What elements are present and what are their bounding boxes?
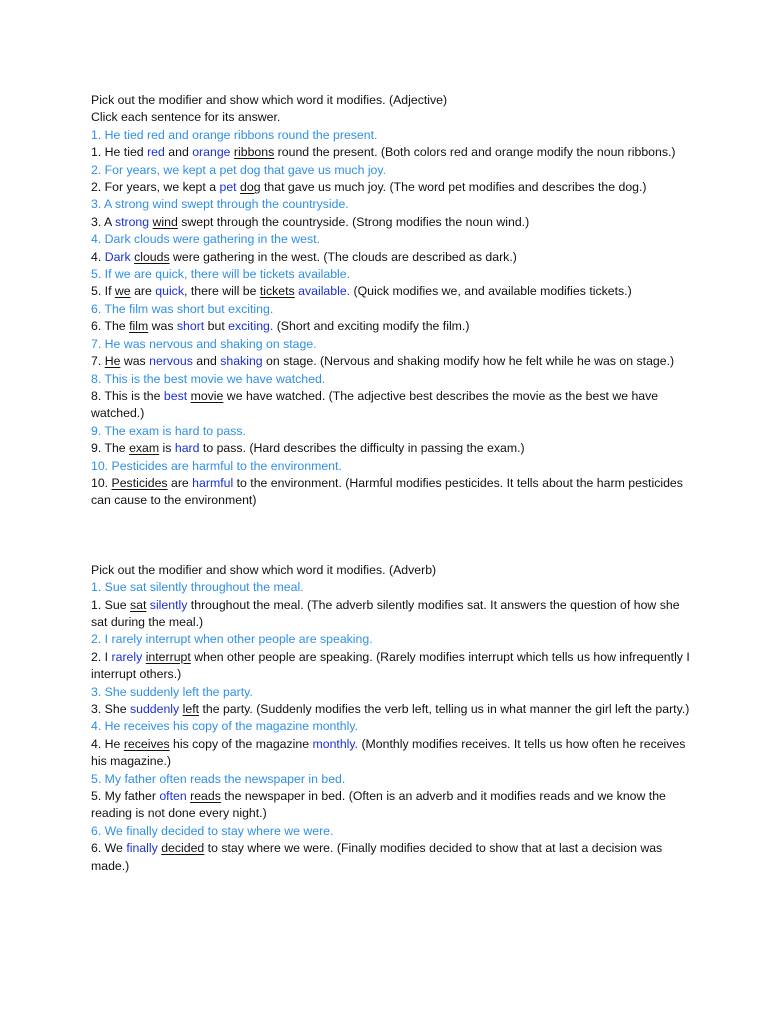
instruction-text: Click each sentence for its answer.: [91, 110, 281, 125]
modified-word: reads: [190, 789, 221, 804]
adjective-question-9[interactable]: 9. The exam is hard to pass.: [91, 423, 246, 438]
modifier-word: exciting.: [228, 319, 274, 334]
adjective-question-2[interactable]: 2. For years, we kept a pet dog that gave us much joy.: [91, 162, 387, 177]
modifier-word: strong: [114, 214, 150, 229]
answer-text: 5. If: [91, 284, 115, 299]
adjective-answer-6: [91, 318, 691, 335]
adverb-question-2[interactable]: 2. I rarely interrupt when other people are speaking.: [91, 632, 373, 647]
modified-word: film: [129, 319, 149, 334]
answer-text: round the present. (Both colors red and orange modify the noun ribbons.): [274, 145, 676, 160]
answer-text: were gathering in the west. (The clouds are described as dark.): [169, 249, 517, 264]
answer-text: 1. He tied: [91, 145, 148, 160]
modified-word: interrupt: [145, 649, 191, 664]
answer-text: the party. (Suddenly modifies the verb left, telling us in what manner the girl left the party.): [199, 702, 690, 716]
modified-word: clouds: [134, 249, 170, 264]
answer-text: (Monthly modifies receives. It tells us how often he receives his magazine.): [91, 736, 686, 769]
answer-text: on stage. (Nervous and shaking modify how he felt while he was on stage.): [262, 354, 675, 369]
modified-word: Pesticides: [111, 475, 168, 490]
answer-text: 6. We: [91, 841, 127, 856]
adjective-heading: Pick out the modifier and show which word it modifies. (Adjective): [91, 93, 448, 107]
adverb-answer-2: [91, 649, 691, 684]
answer-text: 2. For years, we kept a: [91, 180, 220, 195]
answer-text: 2. I: [91, 649, 112, 664]
modified-word: receives: [123, 736, 170, 751]
answer-text: throughout the meal. (The adverb silently modifies sat. It answers the question of how she sat during the meal.): [91, 597, 680, 629]
modifier-word: rarely: [111, 649, 143, 664]
adjective-exercise-list: [91, 127, 691, 510]
adjective-question-10[interactable]: 10. Pesticides are harmful to the environment.: [91, 458, 342, 473]
adjective-answer-9: [91, 440, 691, 457]
modifier-word: available.: [298, 284, 351, 299]
answer-text: 9. The: [91, 441, 130, 456]
adverb-answer-3: [91, 701, 691, 718]
adjective-question-7[interactable]: 7. He was nervous and shaking on stage.: [91, 336, 317, 351]
answer-text: 3. A: [91, 214, 115, 229]
adjective-answer-7: [91, 353, 691, 370]
answer-text: 1. Sue: [91, 597, 130, 612]
adjective-question-1[interactable]: 1. He tied red and orange ribbons round the present.: [91, 127, 378, 142]
answer-text: (Short and exciting modify the film.): [273, 319, 470, 334]
modifier-word: hard: [174, 441, 200, 456]
answer-text: (Quick modifies we, and available modifies tickets.): [350, 284, 632, 299]
answer-text: 6. The: [91, 319, 130, 334]
answer-text: 7.: [91, 354, 105, 369]
adverb-question-4[interactable]: 4. He receives his copy of the magazine monthly.: [91, 719, 359, 734]
adjective-answer-3: [91, 214, 691, 231]
modified-word: wind: [152, 214, 178, 229]
adverb-answer-6: [91, 840, 691, 875]
adverb-question-1[interactable]: 1. Sue sat silently throughout the meal.: [91, 580, 304, 595]
answer-text: and: [192, 354, 221, 369]
modified-word: ribbons: [233, 145, 275, 160]
adjective-answer-1: [91, 144, 691, 161]
answer-text: but: [204, 319, 229, 334]
answer-text: the newspaper in bed. (Often is an adverb and it modifies reads and we know the reading is not done every night.): [91, 789, 666, 821]
answer-text: was: [148, 319, 177, 334]
modifier-word: red: [147, 145, 165, 160]
modifier-word: often: [159, 789, 187, 804]
adverb-question-3[interactable]: 3. She suddenly left the party.: [91, 684, 253, 699]
answer-text: is: [159, 441, 175, 456]
answer-text: we have watched. (The adjective best describes the movie as the best we have watched.): [91, 388, 659, 421]
modified-word: decided: [161, 841, 205, 856]
answer-text: to the environment. (Harmful modifies pesticides. It tells about the harm pesticides can cause to the environment): [91, 475, 683, 508]
modified-word: exam: [129, 441, 160, 456]
adverb-question-5[interactable]: 5. My father often reads the newspaper in bed.: [91, 771, 346, 786]
section-spacer: [91, 510, 691, 562]
modifier-word: Dark: [104, 249, 131, 264]
adjective-answer-5: [91, 283, 691, 300]
adjective-answer-10: [91, 475, 691, 510]
adverb-exercise-list: [91, 579, 691, 875]
answer-text: to pass. (Hard describes the difficulty in passing the exam.): [199, 441, 525, 456]
modifier-word: shaking: [220, 354, 263, 369]
modifier-word: quick: [155, 284, 184, 299]
answer-text: was: [120, 354, 150, 369]
answer-text: 5. My father: [91, 789, 160, 804]
adverb-question-6[interactable]: 6. We finally decided to stay where we were.: [91, 823, 334, 838]
answer-text: swept through the countryside. (Strong modifies the noun wind.): [177, 214, 530, 229]
modifier-word: harmful: [192, 475, 234, 490]
modified-word: He: [104, 354, 121, 369]
adjective-answer-4: [91, 249, 691, 266]
modifier-word: short: [176, 319, 205, 334]
answer-text: 4. He: [91, 736, 124, 751]
answer-text: 8. This is the: [91, 388, 164, 403]
modified-word: left: [182, 702, 200, 716]
answer-text: 10.: [91, 475, 112, 490]
modified-word: tickets: [259, 284, 295, 299]
adjective-question-8[interactable]: 8. This is the best movie we have watched.: [91, 371, 326, 386]
answer-text: 4.: [91, 249, 105, 264]
adjective-question-4[interactable]: 4. Dark clouds were gathering in the west.: [91, 232, 320, 247]
adjective-question-5[interactable]: 5. If we are quick, there will be tickets available.: [91, 267, 351, 282]
adjective-question-6[interactable]: 6. The film was short but exciting.: [91, 301, 274, 316]
modified-word: we: [114, 284, 131, 299]
answer-text: 3. She: [91, 702, 130, 716]
modifier-word: monthly.: [312, 736, 359, 751]
modifier-word: best: [163, 388, 188, 403]
answer-text: , there will be: [183, 284, 260, 299]
answer-text: are: [167, 475, 193, 490]
adjective-answer-8: [91, 388, 691, 423]
adjective-answer-2: [91, 179, 691, 196]
adverb-answer-1: [91, 597, 691, 632]
answer-text: his copy of the magazine: [169, 736, 313, 751]
modifier-word: pet: [219, 180, 237, 195]
modifier-word: nervous: [149, 354, 193, 369]
answer-text: are: [130, 284, 156, 299]
answer-text: and: [164, 145, 193, 160]
modifier-word: silently: [149, 597, 188, 612]
answer-text: that gave us much joy. (The word pet modifies and describes the dog.): [260, 180, 647, 195]
modified-word: movie: [190, 388, 224, 403]
answer-text: when other people are speaking. (Rarely modifies interrupt which tells us how infrequently I interrupt others.): [91, 649, 690, 682]
answer-text: to stay where we were. (Finally modifies decided to show that at last a decision was made.): [91, 841, 663, 873]
modifier-word: suddenly: [129, 702, 180, 716]
document-page: [91, 92, 691, 875]
modified-word: sat: [129, 597, 147, 612]
adverb-answer-5: [91, 788, 691, 823]
adjective-question-3[interactable]: 3. A strong wind swept through the countryside.: [91, 197, 349, 212]
modified-word: dog: [240, 180, 261, 195]
modifier-word: orange: [192, 145, 231, 160]
modifier-word: finally: [126, 841, 158, 856]
adverb-heading: Pick out the modifier and show which word it modifies. (Adverb): [91, 562, 437, 577]
adverb-answer-4: [91, 736, 691, 771]
